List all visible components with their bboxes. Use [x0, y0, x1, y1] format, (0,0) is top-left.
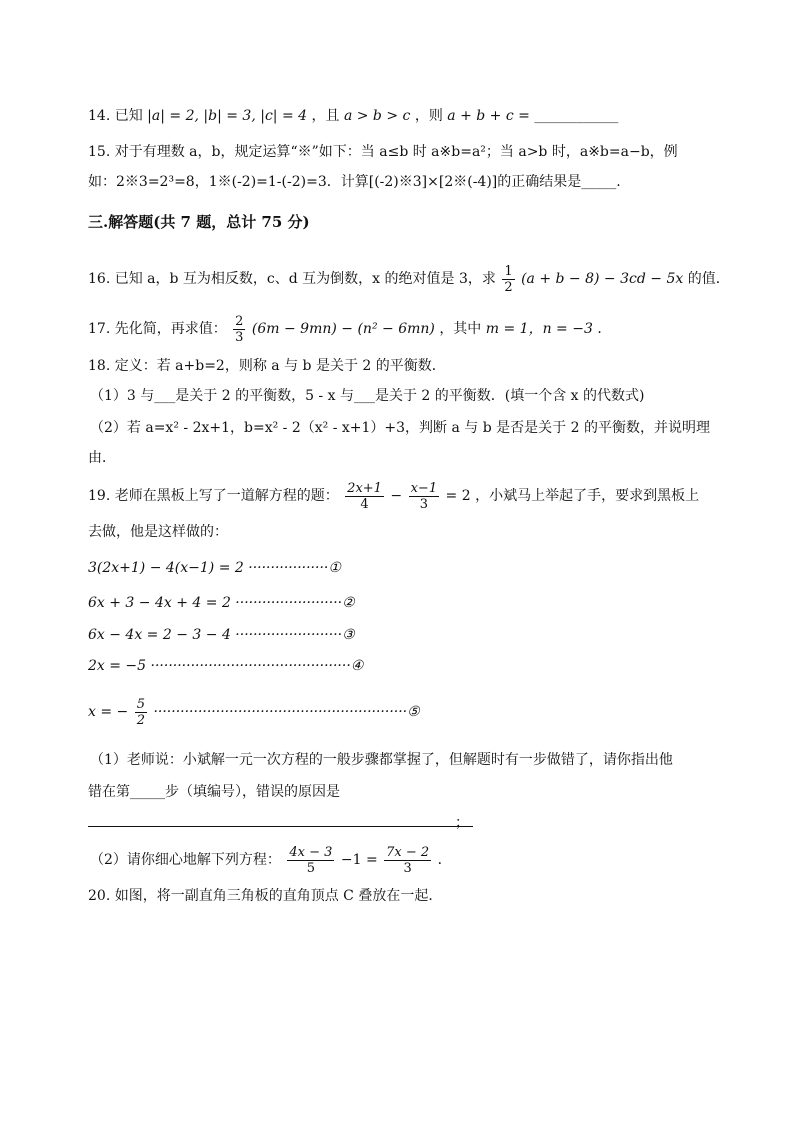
question-18-line4: 由．: [88, 450, 116, 466]
question-15-line2: 如：2※3=2³=8，1※(-2)=1-(-2)=3．计算[(-2)※3]×[2※(-4)]的正确结果是_____.: [88, 174, 621, 190]
q14-expression: a + b + c =: [447, 108, 530, 124]
question-16: [88, 262, 730, 296]
q19-part1-line2: 错在第_____步（填编号），错误的原因是: [88, 784, 340, 800]
q14-blank: ____________: [534, 108, 619, 124]
question-20: 20. 如图，将一副直角三角板的直角顶点 C 叠放在一起．: [88, 888, 443, 904]
q14-mid: ，且: [311, 108, 340, 124]
q19-step-3: 6x − 4x = 2 − 3 − 4 ························③: [88, 627, 355, 643]
q19-fraction-1-denominator: 4: [360, 496, 369, 512]
q17-fraction-numerator: 2: [235, 313, 244, 329]
q14-condition: a > b > c: [343, 108, 411, 124]
q19-fraction-2-denominator: 3: [419, 496, 428, 512]
q19-part2: [90, 840, 452, 880]
q14-prefix: 14. 已知: [88, 108, 143, 124]
question-18-part2: （2）若 a=x² - 2x+1，b=x² - 2（x² - x+1）+3，判断 a 与 b 是否是关于 2 的平衡数，并说明理: [90, 420, 710, 436]
q17-condition: m = 1，n = −3: [485, 321, 593, 337]
section-heading: 三.解答题(共 7 题，总计 75 分): [88, 213, 310, 231]
answer-semicolon: ；: [455, 815, 469, 831]
q19-minus: −: [390, 488, 403, 504]
q19-step-4: 2x = −5 ·············································④: [88, 658, 364, 674]
q19-step-5-denominator: 2: [136, 712, 145, 728]
q19-rhs: = 2: [445, 488, 471, 504]
q19-fraction-1-numerator: 2x+1: [347, 480, 382, 496]
q19-part2-fraction-1: [287, 845, 334, 876]
q17-tail: ．: [597, 321, 612, 337]
q16-tail: 的值．: [687, 271, 730, 287]
q17-prefix: 17. 先化简，再求值：: [88, 321, 227, 337]
q17-mid: ，其中: [439, 321, 482, 337]
q19-step-5-fraction: [135, 697, 147, 728]
q19-step-1: 3(2x+1) − 4(x−1) = 2 ··················①: [88, 560, 341, 576]
q19-step-5: [88, 690, 420, 734]
q19-part1-line1: （1）老师说：小斌解一元一次方程的一般步骤都掌握了，但解题时有一步做错了，请你指出他: [90, 752, 673, 768]
q19-part2-fraction-2: [384, 845, 431, 876]
answer-blank-line: [88, 826, 473, 827]
q19-fraction-1: [345, 481, 384, 512]
question-19: [88, 476, 699, 516]
q19-step-5-dots: ·························································⑤: [153, 704, 420, 720]
q19-part2-fraction-1-denominator: 5: [306, 860, 316, 876]
q19-fraction-2: [409, 481, 440, 512]
q19-part2-tail: ．: [437, 852, 452, 868]
q16-expression: (a + b − 8) − 3cd − 5x: [521, 271, 684, 287]
q19-step-2: 6x + 3 − 4x + 4 = 2 ························②: [88, 595, 355, 611]
question-19-line2: 去做，他是这样做的：: [88, 524, 228, 540]
q19-part2-fraction-2-numerator: 7x − 2: [386, 844, 430, 860]
q19-part2-mid: −1 =: [340, 852, 378, 868]
q19-part2-fraction-1-numerator: 4x − 3: [289, 844, 333, 860]
q19-part2-fraction-2-denominator: 3: [403, 860, 412, 876]
q17-fraction-denominator: 3: [235, 329, 244, 345]
q19-step-5-lhs: x = −: [88, 704, 129, 720]
q14-tail: ，则: [414, 108, 443, 124]
question-15-line1: 15. 对于有理数 a，b，规定运算“※”如下：当 a≤b 时 a※b=a²；当 a>b 时，a※b=a−b，例: [88, 144, 678, 160]
question-14: [88, 106, 618, 126]
q19-part2-prefix: （2）请你细心地解下列方程：: [90, 852, 281, 868]
q16-fraction-denominator: 2: [504, 279, 513, 295]
q14-absolute-values: |a| = 2, |b| = 3, |c| = 4: [147, 108, 308, 124]
q19-tail: ，小斌马上举起了手，要求到黑板上: [475, 488, 700, 504]
question-18-line1: 18. 定义：若 a+b=2，则称 a 与 b 是关于 2 的平衡数．: [88, 358, 446, 374]
q17-fraction: [233, 314, 245, 345]
q19-fraction-2-numerator: x−1: [410, 480, 438, 496]
question-18-part1: （1）3 与___是关于 2 的平衡数，5 - x 与___是关于 2 的平衡数．(填一个含 x 的代数式): [90, 388, 645, 404]
q17-expression: (6m − 9mn) − (n² − 6mn): [251, 321, 435, 337]
question-17: [88, 312, 611, 346]
q19-prefix: 19. 老师在黑板上写了一道解方程的题：: [88, 488, 339, 504]
q16-fraction: [502, 264, 514, 295]
q16-prefix: 16. 已知 a，b 互为相反数，c、d 互为倒数，x 的绝对值是 3，求: [88, 271, 496, 287]
q16-fraction-numerator: 1: [504, 263, 513, 279]
q19-step-5-numerator: 5: [136, 696, 145, 712]
